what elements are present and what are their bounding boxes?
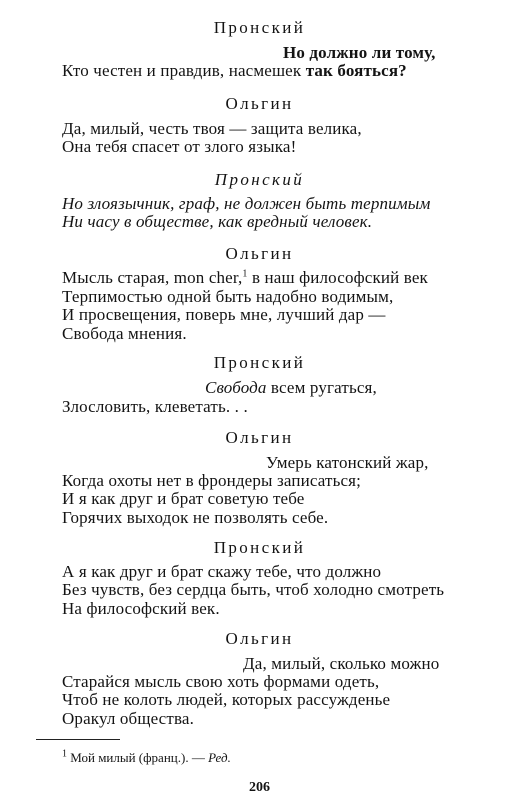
verse-line: На философский век. [62, 599, 220, 618]
verse-line: Оракул общества. [62, 709, 195, 728]
speaker-name: Ольгин [225, 428, 294, 447]
page-number: 206 [249, 780, 270, 795]
verse-text: так бояться? [305, 61, 407, 80]
footnote-ref: 1 [242, 268, 248, 280]
verse-line: Чтоб не колоть людей, которых рассужденье [62, 690, 391, 709]
footnote-divider [36, 739, 120, 740]
verse-line: Свобода мнения. [62, 324, 187, 343]
speaker-name: Пронский [213, 353, 306, 372]
verse-line: Старайся мысль свою хоть формами одеть, [62, 672, 380, 691]
verse-line: Когда охоты нет в фрондеры записаться; [62, 471, 362, 490]
verse-line [62, 268, 428, 288]
verse-line: Без чувств, без сердца быть, чтоб холодно смотреть [62, 580, 445, 599]
verse-text: в наш философский век [247, 268, 428, 287]
speaker-name: Пронский [213, 18, 306, 37]
speaker-name: Пронский [214, 170, 305, 189]
footnote-mark: 1 [62, 748, 67, 760]
verse-line: Злословить, клеветать. . . [62, 397, 248, 416]
footnote-editor: Ред. [208, 750, 231, 765]
verse-text: Кто честен и правдив, насмешек [62, 61, 306, 80]
verse-text: Мысль старая, mon cher, [62, 268, 243, 287]
speaker-name: Ольгин [225, 244, 294, 263]
speaker-name: Пронский [213, 538, 306, 557]
verse-line: И я как друг и брат советую тебе [62, 489, 305, 508]
verse-line: Но злоязычник, граф, не должен быть терпимым [62, 194, 431, 213]
speaker-name: Ольгин [225, 629, 294, 648]
verse-text: Свобода [205, 378, 267, 397]
verse-line [62, 61, 407, 81]
verse-line: А я как друг и брат скажу тебе, что должно [62, 562, 382, 581]
verse-line: Да, милый, честь твоя — защита велика, [62, 119, 362, 138]
footnote-text: Мой милый (франц.). — [67, 750, 209, 765]
speaker-name: Ольгин [225, 94, 294, 113]
verse-text: всем ругаться, [266, 378, 377, 397]
verse-line: Она тебя спасет от злого языка! [62, 137, 297, 156]
verse-line: Горячих выходок не позволять себе. [62, 508, 329, 527]
verse-line: Умерь катонский жар, [266, 453, 429, 472]
verse-line: Да, милый, сколько можно [243, 654, 440, 673]
footnote [62, 750, 231, 766]
verse-line: Но должно ли тому, [283, 43, 436, 62]
verse-line: Терпимостью одной быть надобно водимым, [62, 287, 394, 306]
verse-line: И просвещения, поверь мне, лучший дар — [62, 305, 386, 324]
verse-line: Ни часу в обществе, как вредный человек. [62, 212, 373, 231]
verse-line [205, 378, 377, 398]
